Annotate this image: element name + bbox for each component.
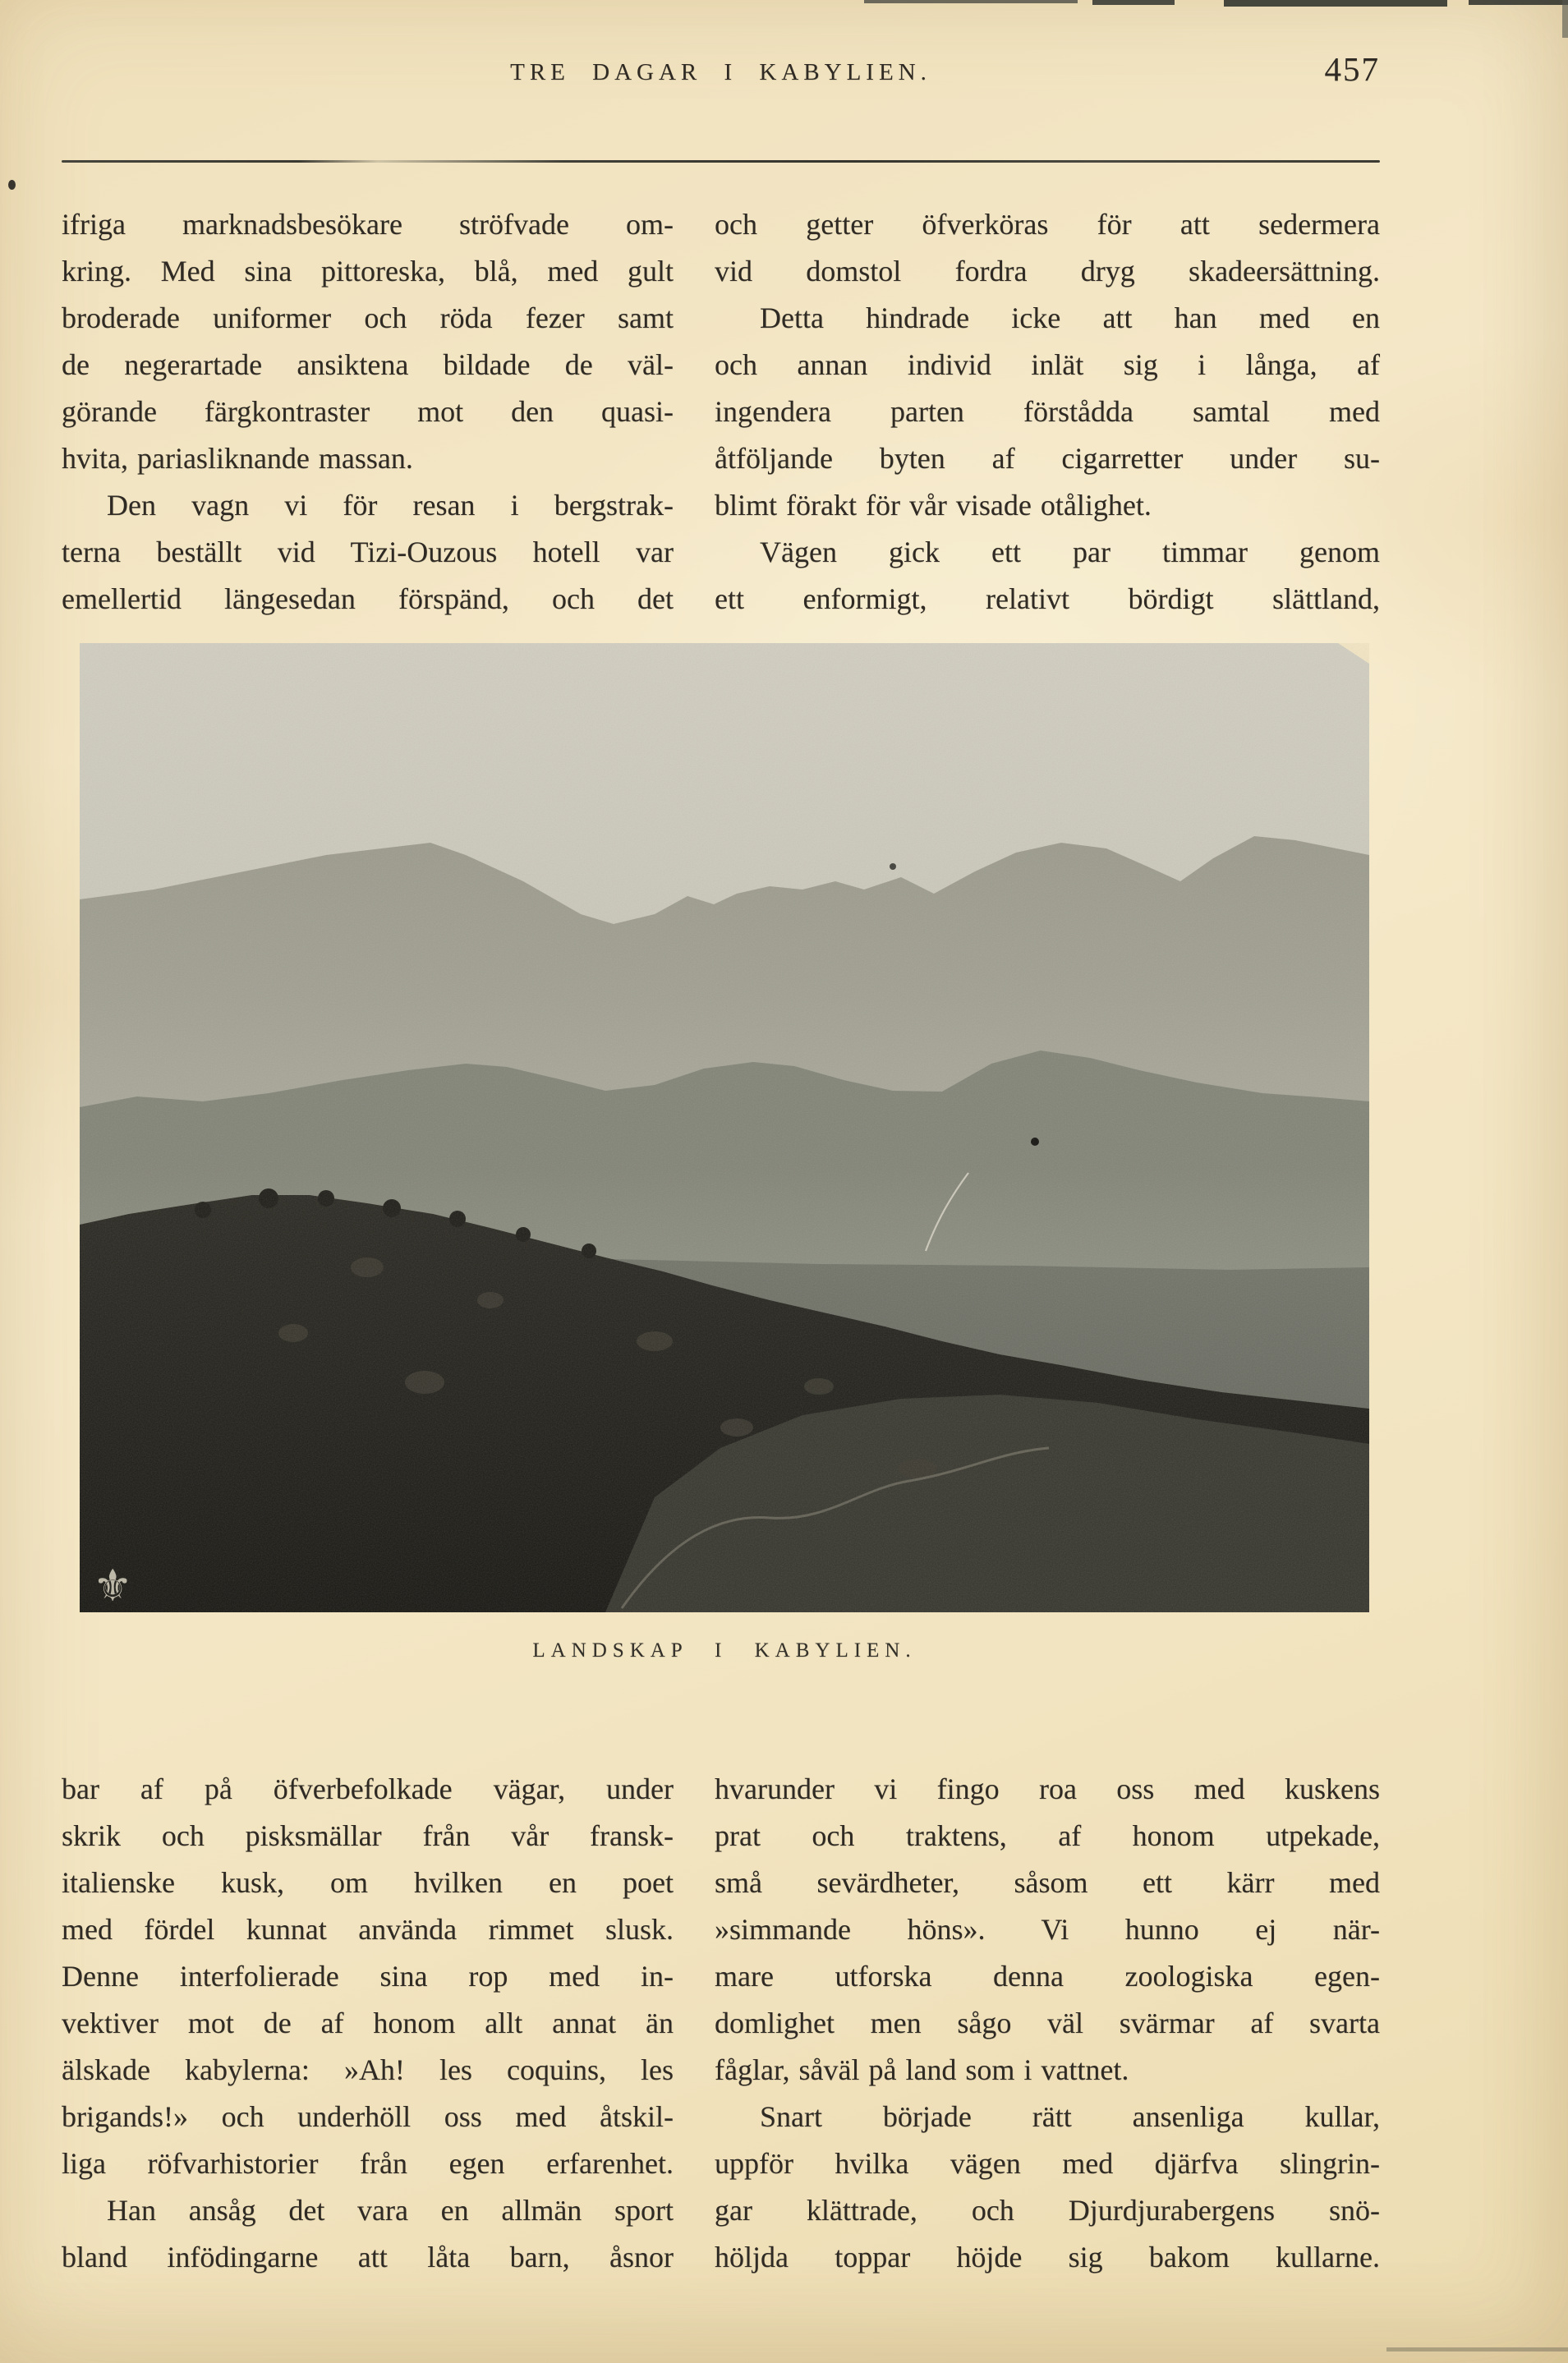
text-line: höljda toppar höjde sig bakom kullarne. [715, 2241, 1380, 2273]
scan-edge-artifact [1386, 2347, 1568, 2352]
text-line: Den vagn vi för resan i bergstrak- [107, 489, 674, 522]
text-line: små sevärdheter, såsom ett kärr med [715, 1866, 1380, 1899]
text-line: och annan individ inlät sig i långa, af [715, 348, 1380, 381]
text-line: åtföljande byten af cigarretter under su- [715, 442, 1380, 475]
text-line: uppför hvilka vägen med djärfva slingrin- [715, 2147, 1380, 2180]
scan-edge-artifact [1469, 0, 1568, 5]
scan-edge-artifact [864, 0, 1078, 3]
landscape-photo-art [80, 643, 1369, 1612]
scan-edge-artifact [1224, 0, 1447, 7]
text-line: brigands!» och underhöll oss med åtskil- [62, 2100, 674, 2133]
text-line: Han ansåg det vara en allmän sport [107, 2194, 674, 2227]
text-line: Denne interfolierade sina rop med in- [62, 1960, 674, 1993]
text-line: mare utforska denna zoologiska egen- [715, 1960, 1380, 1993]
text-line: ingendera parten förstådda samtal med [715, 395, 1380, 428]
text-line: de negerartade ansiktena bildade de väl- [62, 348, 674, 381]
bottom-left-column [62, 1766, 674, 2281]
text-line: bland infödingarne att låta barn, åsnor [62, 2241, 674, 2273]
header-rule [62, 160, 1380, 163]
text-line: med fördel kunnat använda rimmet slusk. [62, 1913, 674, 1946]
text-line: och getter öfverköras för att sedermera [715, 208, 1380, 241]
text-line: hvita, pariasliknande massan. [62, 442, 413, 475]
figure-caption: LANDSKAP I KABYLIEN. [532, 1639, 917, 1662]
landscape-photograph [80, 643, 1369, 1612]
text-line: italienske kusk, om hvilken en poet [62, 1866, 674, 1899]
text-line: domlighet men sågo väl svärmar af svarta [715, 2007, 1380, 2039]
ink-speck [8, 180, 16, 190]
text-line: bar af på öfverbefolkade vägar, under [62, 1772, 674, 1805]
text-line: prat och traktens, af honom utpekade, [715, 1819, 1380, 1852]
text-line: ett enformigt, relativt bördigt slättland, [715, 582, 1380, 615]
text-line: liga röfvarhistorier från egen erfarenhet. [62, 2147, 674, 2180]
text-line: ifriga marknadsbesökare ströfvade om- [62, 208, 674, 241]
top-right-column [715, 201, 1380, 623]
text-line: kring. Med sina pittoreska, blå, med gult [62, 255, 674, 287]
scan-edge-artifact [1092, 0, 1175, 5]
text-line: hvarunder vi fingo roa oss med kuskens [715, 1772, 1380, 1805]
running-head-title: TRE DAGAR I KABYLIEN. [510, 59, 931, 85]
text-line: emellertid längesedan förspänd, och det [62, 582, 674, 615]
text-line: skrik och pisksmällar från vår fransk- [62, 1819, 674, 1852]
text-line: »simmande höns». Vi hunno ej när- [715, 1913, 1380, 1946]
text-line: Vägen gick ett par timmar genom [760, 536, 1380, 568]
page-number: 457 [1324, 50, 1380, 88]
text-line: Snart började rätt ansenliga kullar, [760, 2100, 1380, 2133]
text-line: broderade uniformer och röda fezer samt [62, 301, 674, 334]
scan-edge-artifact [1562, 0, 1568, 38]
top-left-column [62, 201, 674, 623]
text-line: fåglar, såväl på land som i vattnet. [715, 2053, 1129, 2086]
text-line: vektiver mot de af honom allt annat än [62, 2007, 674, 2039]
text-line: blimt förakt för vår visade otålighet. [715, 489, 1152, 522]
text-line: Detta hindrade icke att han med en [760, 301, 1380, 334]
text-line: görande färgkontraster mot den quasi- [62, 395, 674, 428]
text-line: gar klättrade, och Djurdjurabergens snö- [715, 2194, 1380, 2227]
text-line: älskade kabylerna: »Ah! les coquins, les [62, 2053, 674, 2086]
bottom-right-column [715, 1766, 1380, 2281]
text-line: vid domstol fordra dryg skadeersättning. [715, 255, 1380, 287]
text-line: terna beställt vid Tizi-Ouzous hotell var [62, 536, 674, 568]
